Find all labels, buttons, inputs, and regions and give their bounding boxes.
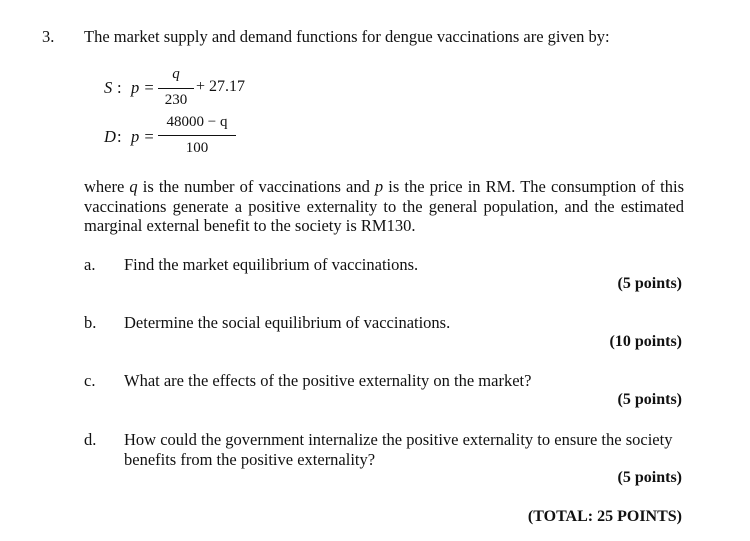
demand-label: D — [104, 127, 116, 146]
subquestion-d-text: How could the government internalize the positive externality to ensure the society benefits from the positive externality? — [124, 430, 673, 469]
demand-lhs: p = — [131, 127, 155, 146]
demand-denominator: 100 — [185, 140, 209, 156]
supply-fraction-bar — [158, 88, 194, 89]
description-text-1: where — [84, 177, 130, 196]
subquestion-d-letter: d. — [84, 430, 97, 449]
subquestion-b-points: (10 points) — [609, 333, 682, 350]
supply-lhs: p = — [131, 78, 155, 97]
question-intro: The market supply and demand functions for dengue vaccinations are given by: — [84, 27, 610, 46]
question-number: 3. — [42, 27, 55, 46]
subquestion-c-text: What are the effects of the positive externality on the market? — [124, 371, 532, 390]
description-text-3: is the price in RM. The consumption of this vaccinations generate a positive externality to the general population, and the estimated marginal external benefit to the society is RM130. — [84, 177, 684, 235]
subquestion-b-letter: b. — [84, 313, 97, 332]
subquestion-c-letter: c. — [84, 371, 96, 390]
variable-p: p — [374, 177, 384, 196]
subquestion-a-letter: a. — [84, 255, 96, 274]
demand-separator: : — [117, 127, 122, 146]
supply-label: S — [104, 78, 113, 97]
total-points: (TOTAL: 25 POINTS) — [527, 508, 682, 525]
subquestion-a-points: (5 points) — [617, 275, 682, 292]
subquestion-d-points: (5 points) — [617, 469, 682, 486]
supply-denominator: 230 — [164, 92, 188, 108]
variable-q: q — [129, 177, 138, 196]
subquestion-a-text: Find the market equilibrium of vaccinations. — [124, 255, 419, 274]
description-text-2: is the number of vaccinations and — [137, 177, 375, 196]
subquestion-b-text: Determine the social equilibrium of vaccinations. — [124, 313, 451, 332]
description-paragraph — [84, 177, 684, 236]
subquestion-c-points: (5 points) — [617, 391, 682, 408]
supply-numerator: q — [172, 66, 180, 82]
demand-numerator: 48000 − q — [166, 114, 228, 130]
supply-constant: + 27.17 — [196, 78, 246, 95]
demand-fraction-bar — [158, 135, 236, 136]
supply-separator: : — [117, 78, 122, 97]
